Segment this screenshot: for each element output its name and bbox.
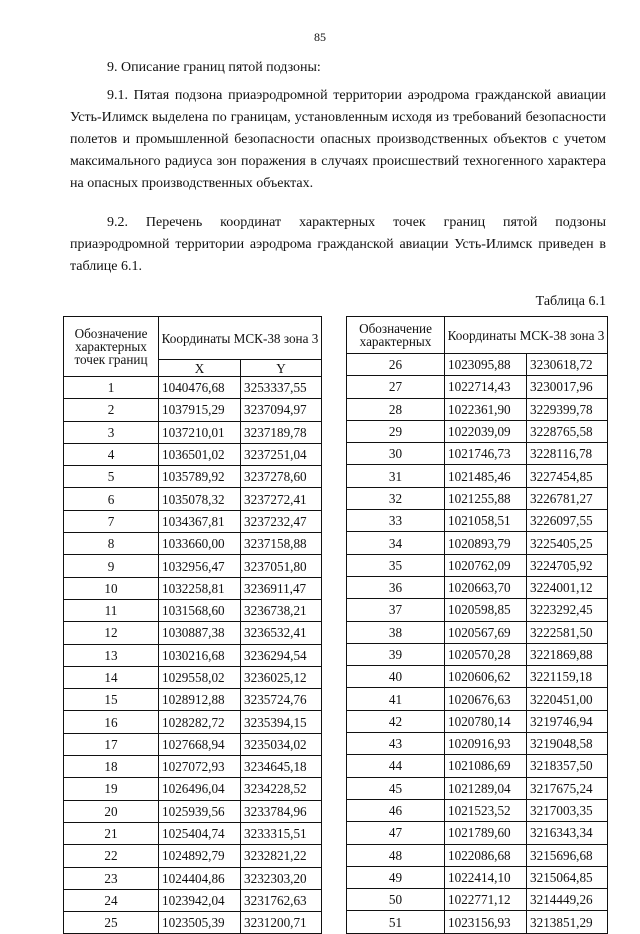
y-coordinate: 3235724,76 — [241, 689, 322, 711]
y-coordinate: 3228116,78 — [527, 443, 608, 465]
x-coordinate: 1020567,69 — [445, 621, 527, 643]
coordinates-table-right — [346, 316, 608, 934]
point-number: 3 — [64, 421, 159, 443]
y-coordinate: 3232821,22 — [241, 845, 322, 867]
point-number: 25 — [64, 912, 159, 934]
x-coordinate: 1022714,43 — [445, 376, 527, 398]
table-row — [64, 488, 322, 510]
y-coordinate: 3228765,58 — [527, 420, 608, 442]
table-row — [347, 443, 608, 465]
point-number: 9 — [64, 555, 159, 577]
table-row — [64, 510, 322, 532]
point-number: 26 — [347, 354, 445, 376]
x-coordinate: 1027072,93 — [159, 756, 241, 778]
x-coordinate: 1020780,14 — [445, 710, 527, 732]
y-coordinate: 3213851,29 — [527, 911, 608, 933]
x-coordinate: 1021485,46 — [445, 465, 527, 487]
point-number: 49 — [347, 866, 445, 888]
table-row — [64, 599, 322, 621]
table-row — [64, 622, 322, 644]
point-number: 20 — [64, 800, 159, 822]
point-number: 18 — [64, 756, 159, 778]
point-number: 44 — [347, 755, 445, 777]
table-row — [347, 554, 608, 576]
table-row — [64, 912, 322, 934]
x-coordinate: 1020570,28 — [445, 643, 527, 665]
y-coordinate: 3234228,52 — [241, 778, 322, 800]
designation-header-right: Обозначение характерных — [347, 317, 445, 354]
table-row — [64, 466, 322, 488]
point-number: 19 — [64, 778, 159, 800]
table-row — [64, 889, 322, 911]
y-coordinate: 3224705,92 — [527, 554, 608, 576]
x-coordinate: 1037915,29 — [159, 399, 241, 421]
y-coordinate: 3223292,45 — [527, 599, 608, 621]
point-number: 43 — [347, 733, 445, 755]
point-number: 35 — [347, 554, 445, 576]
designation-header: Обозначение характерных точек границ — [64, 317, 159, 377]
y-coordinate: 3237278,60 — [241, 466, 322, 488]
coordinates-header: Координаты МСК-38 зона 3 — [159, 317, 322, 360]
point-number: 15 — [64, 689, 159, 711]
table-row — [64, 756, 322, 778]
table-row — [64, 443, 322, 465]
y-coordinate: 3226781,27 — [527, 487, 608, 509]
x-coordinate: 1020606,62 — [445, 666, 527, 688]
x-coordinate: 1031568,60 — [159, 599, 241, 621]
table-row — [347, 911, 608, 933]
point-number: 34 — [347, 532, 445, 554]
x-coordinate: 1020893,79 — [445, 532, 527, 554]
paragraph-9-1 — [70, 85, 606, 195]
table-row — [347, 599, 608, 621]
table-row — [64, 711, 322, 733]
y-coordinate: 3233784,96 — [241, 800, 322, 822]
table-row — [64, 778, 322, 800]
x-coordinate: 1021255,88 — [445, 487, 527, 509]
point-number: 24 — [64, 889, 159, 911]
y-coordinate: 3215696,68 — [527, 844, 608, 866]
x-header: X — [159, 360, 241, 377]
point-number: 37 — [347, 599, 445, 621]
y-coordinate: 3236025,12 — [241, 666, 322, 688]
coordinates-header-right: Координаты МСК-38 зона 3 — [445, 317, 608, 354]
point-number: 16 — [64, 711, 159, 733]
table-row — [347, 799, 608, 821]
table-row — [347, 733, 608, 755]
y-coordinate: 3221159,18 — [527, 666, 608, 688]
point-number: 29 — [347, 420, 445, 442]
y-coordinate: 3235034,02 — [241, 733, 322, 755]
y-coordinate: 3235394,15 — [241, 711, 322, 733]
point-number: 6 — [64, 488, 159, 510]
y-coordinate: 3221869,88 — [527, 643, 608, 665]
x-coordinate: 1032956,47 — [159, 555, 241, 577]
y-coordinate: 3233315,51 — [241, 822, 322, 844]
x-coordinate: 1020676,63 — [445, 688, 527, 710]
x-coordinate: 1040476,68 — [159, 377, 241, 399]
point-number: 4 — [64, 443, 159, 465]
x-coordinate: 1024892,79 — [159, 845, 241, 867]
x-coordinate: 1023095,88 — [445, 354, 527, 376]
y-coordinate: 3226097,55 — [527, 510, 608, 532]
point-number: 45 — [347, 777, 445, 799]
table-row — [64, 689, 322, 711]
table-row — [64, 399, 322, 421]
x-coordinate: 1036501,02 — [159, 443, 241, 465]
x-coordinate: 1026496,04 — [159, 778, 241, 800]
y-coordinate: 3219048,58 — [527, 733, 608, 755]
point-number: 32 — [347, 487, 445, 509]
y-coordinate: 3232303,20 — [241, 867, 322, 889]
x-coordinate: 1037210,01 — [159, 421, 241, 443]
table-row — [64, 555, 322, 577]
paragraph-9-2 — [70, 212, 606, 278]
y-coordinate: 3230618,72 — [527, 354, 608, 376]
x-coordinate: 1034367,81 — [159, 510, 241, 532]
x-coordinate: 1020762,09 — [445, 554, 527, 576]
table-row — [347, 643, 608, 665]
section-heading: 9. Описание границ пятой подзоны: — [107, 60, 321, 75]
table-row — [347, 777, 608, 799]
point-number: 28 — [347, 398, 445, 420]
table-row — [347, 465, 608, 487]
table-row — [347, 510, 608, 532]
x-coordinate: 1027668,94 — [159, 733, 241, 755]
y-coordinate: 3253337,55 — [241, 377, 322, 399]
paragraph-9-2-text: 9.2. Перечень координат характерных точек границ пятой подзоны приаэродромной территории аэродрома гражданской авиации Усть-Илимск приведен в таблице 6.1. — [70, 215, 606, 274]
x-coordinate: 1020663,70 — [445, 576, 527, 598]
x-coordinate: 1020916,93 — [445, 733, 527, 755]
y-coordinate: 3219746,94 — [527, 710, 608, 732]
y-coordinate: 3234645,18 — [241, 756, 322, 778]
point-number: 13 — [64, 644, 159, 666]
x-coordinate: 1028282,72 — [159, 711, 241, 733]
x-coordinate: 1021523,52 — [445, 799, 527, 821]
point-number: 39 — [347, 643, 445, 665]
x-coordinate: 1022771,12 — [445, 889, 527, 911]
table-row — [347, 487, 608, 509]
point-number: 5 — [64, 466, 159, 488]
x-coordinate: 1030216,68 — [159, 644, 241, 666]
table-row — [347, 822, 608, 844]
x-coordinate: 1021086,69 — [445, 755, 527, 777]
point-number: 51 — [347, 911, 445, 933]
y-coordinate: 3214449,26 — [527, 889, 608, 911]
x-coordinate: 1035078,32 — [159, 488, 241, 510]
y-coordinate: 3230017,96 — [527, 376, 608, 398]
point-number: 27 — [347, 376, 445, 398]
point-number: 2 — [64, 399, 159, 421]
x-coordinate: 1029558,02 — [159, 666, 241, 688]
y-coordinate: 3237232,47 — [241, 510, 322, 532]
point-number: 12 — [64, 622, 159, 644]
y-coordinate: 3236532,41 — [241, 622, 322, 644]
table-row — [347, 576, 608, 598]
table-row — [64, 666, 322, 688]
y-coordinate: 3237158,88 — [241, 533, 322, 555]
point-number: 33 — [347, 510, 445, 532]
x-coordinate: 1025939,56 — [159, 800, 241, 822]
point-number: 7 — [64, 510, 159, 532]
table-row — [64, 822, 322, 844]
y-coordinate: 3217675,24 — [527, 777, 608, 799]
x-coordinate: 1021789,60 — [445, 822, 527, 844]
point-number: 46 — [347, 799, 445, 821]
x-coordinate: 1028912,88 — [159, 689, 241, 711]
y-coordinate: 3227454,85 — [527, 465, 608, 487]
point-number: 30 — [347, 443, 445, 465]
coordinates-table-left — [63, 316, 322, 934]
table-row — [347, 755, 608, 777]
y-coordinate: 3236738,21 — [241, 599, 322, 621]
x-coordinate: 1023505,39 — [159, 912, 241, 934]
table-row — [347, 532, 608, 554]
x-coordinate: 1035789,92 — [159, 466, 241, 488]
table-row — [347, 621, 608, 643]
table-row — [64, 644, 322, 666]
table-row — [64, 845, 322, 867]
page-number: 85 — [314, 30, 326, 44]
y-coordinate: 3224001,12 — [527, 576, 608, 598]
point-number: 40 — [347, 666, 445, 688]
table-caption: Таблица 6.1 — [535, 294, 606, 309]
table-row — [64, 377, 322, 399]
table-row — [347, 376, 608, 398]
point-number: 50 — [347, 889, 445, 911]
point-number: 21 — [64, 822, 159, 844]
point-number: 10 — [64, 577, 159, 599]
point-number: 8 — [64, 533, 159, 555]
x-coordinate: 1022361,90 — [445, 398, 527, 420]
point-number: 23 — [64, 867, 159, 889]
table-right-body — [347, 354, 608, 934]
table-row — [347, 688, 608, 710]
point-number: 11 — [64, 599, 159, 621]
x-coordinate: 1022039,09 — [445, 420, 527, 442]
x-coordinate: 1021289,04 — [445, 777, 527, 799]
point-number: 48 — [347, 844, 445, 866]
point-number: 17 — [64, 733, 159, 755]
point-number: 36 — [347, 576, 445, 598]
point-number: 22 — [64, 845, 159, 867]
table-row — [347, 666, 608, 688]
y-coordinate: 3222581,50 — [527, 621, 608, 643]
y-coordinate: 3237272,41 — [241, 488, 322, 510]
table-row — [347, 420, 608, 442]
x-coordinate: 1022086,68 — [445, 844, 527, 866]
y-coordinate: 3216343,34 — [527, 822, 608, 844]
table-row — [347, 866, 608, 888]
y-coordinate: 3237051,80 — [241, 555, 322, 577]
point-number: 38 — [347, 621, 445, 643]
y-coordinate: 3220451,00 — [527, 688, 608, 710]
point-number: 14 — [64, 666, 159, 688]
x-coordinate: 1033660,00 — [159, 533, 241, 555]
y-coordinate: 3231200,71 — [241, 912, 322, 934]
table-row — [347, 710, 608, 732]
y-coordinate: 3217003,35 — [527, 799, 608, 821]
table-row — [347, 354, 608, 376]
point-number: 1 — [64, 377, 159, 399]
point-number: 42 — [347, 710, 445, 732]
table-row — [64, 867, 322, 889]
y-coordinate: 3229399,78 — [527, 398, 608, 420]
y-coordinate: 3237189,78 — [241, 421, 322, 443]
table-row — [64, 533, 322, 555]
table-row — [64, 800, 322, 822]
x-coordinate: 1023942,04 — [159, 889, 241, 911]
x-coordinate: 1020598,85 — [445, 599, 527, 621]
y-coordinate: 3215064,85 — [527, 866, 608, 888]
point-number: 47 — [347, 822, 445, 844]
y-header: Y — [241, 360, 322, 377]
x-coordinate: 1021746,73 — [445, 443, 527, 465]
y-coordinate: 3237094,97 — [241, 399, 322, 421]
y-coordinate: 3237251,04 — [241, 443, 322, 465]
y-coordinate: 3236294,54 — [241, 644, 322, 666]
x-coordinate: 1030887,38 — [159, 622, 241, 644]
table-row — [64, 733, 322, 755]
point-number: 41 — [347, 688, 445, 710]
table-row — [347, 844, 608, 866]
table-row — [64, 577, 322, 599]
y-coordinate: 3236911,47 — [241, 577, 322, 599]
y-coordinate: 3218357,50 — [527, 755, 608, 777]
table-row — [347, 398, 608, 420]
paragraph-9-1-text: 9.1. Пятая подзона приаэродромной территории аэродрома гражданской авиации Усть-Илимск выделена по границам, установленным исходя из требований безопасности полетов и промышленной безопасности опасных производственных объектов с учетом максимального радиуса зон поражения в случаях происшествий техногенного характера на опасных производственных объектах. — [70, 88, 606, 191]
x-coordinate: 1022414,10 — [445, 866, 527, 888]
point-number: 31 — [347, 465, 445, 487]
table-row — [347, 889, 608, 911]
y-coordinate: 3225405,25 — [527, 532, 608, 554]
x-coordinate: 1032258,81 — [159, 577, 241, 599]
x-coordinate: 1023156,93 — [445, 911, 527, 933]
x-coordinate: 1025404,74 — [159, 822, 241, 844]
y-coordinate: 3231762,63 — [241, 889, 322, 911]
x-coordinate: 1024404,86 — [159, 867, 241, 889]
table-row — [64, 421, 322, 443]
table-left-body — [64, 377, 322, 934]
x-coordinate: 1021058,51 — [445, 510, 527, 532]
